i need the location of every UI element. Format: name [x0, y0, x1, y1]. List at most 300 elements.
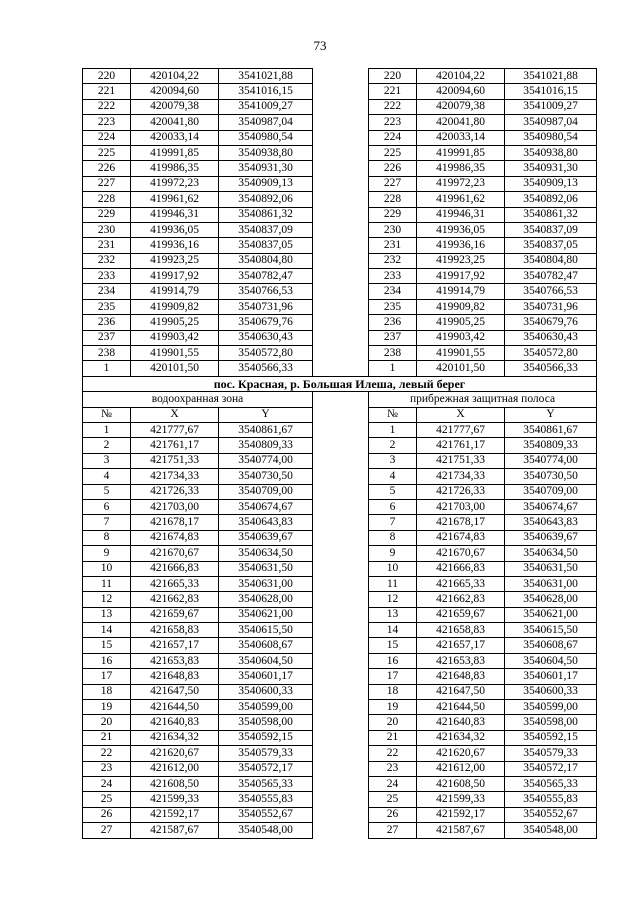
table-row [83, 69, 597, 84]
right-y-coordinate: 3540599,00 [505, 700, 597, 715]
left-x-coordinate: 419936,05 [131, 222, 219, 237]
left-x-coordinate: 421634,32 [131, 730, 219, 745]
left-y-coordinate: 3540599,00 [219, 700, 313, 715]
left-point-number: 237 [83, 330, 131, 345]
right-x-coordinate: 420104,22 [417, 69, 505, 84]
column-gap [313, 207, 369, 222]
left-point-number: 220 [83, 69, 131, 84]
right-point-number: 227 [369, 176, 417, 191]
right-point-number: 1 [369, 361, 417, 376]
right-point-number: 1 [369, 422, 417, 437]
left-y-coordinate: 3540601,17 [219, 669, 313, 684]
table-row [83, 453, 597, 468]
right-y-coordinate: 3540861,32 [505, 207, 597, 222]
table-row [83, 515, 597, 530]
left-y-coordinate: 3540572,80 [219, 346, 313, 361]
left-y-coordinate: 3540861,67 [219, 422, 313, 437]
left-point-number: 235 [83, 299, 131, 314]
left-point-number: 238 [83, 346, 131, 361]
right-point-number: 13 [369, 607, 417, 622]
left-x-coordinate: 419903,42 [131, 330, 219, 345]
column-gap [313, 222, 369, 237]
left-x-coordinate: 419986,35 [131, 161, 219, 176]
left-point-number: 11 [83, 576, 131, 591]
left-point-number: 224 [83, 130, 131, 145]
left-y-coordinate: 3540892,06 [219, 192, 313, 207]
right-x-coordinate: 421670,67 [417, 546, 505, 561]
left-point-number: 8 [83, 530, 131, 545]
right-x-coordinate: 421666,83 [417, 561, 505, 576]
column-gap [313, 823, 369, 838]
right-point-number: 16 [369, 653, 417, 668]
left-x-coordinate: 421592,17 [131, 807, 219, 822]
column-gap [313, 484, 369, 499]
left-x-coordinate: 421587,67 [131, 823, 219, 838]
left-x-coordinate: 421777,67 [131, 422, 219, 437]
right-x-coordinate: 421620,67 [417, 746, 505, 761]
left-x-coordinate: 421608,50 [131, 776, 219, 791]
left-point-number: 226 [83, 161, 131, 176]
column-gap [313, 546, 369, 561]
right-x-coordinate: 421587,67 [417, 823, 505, 838]
table-row [83, 653, 597, 668]
right-point-number: 236 [369, 315, 417, 330]
right-x-coordinate: 421659,67 [417, 607, 505, 622]
right-y-coordinate: 3540861,67 [505, 422, 597, 437]
right-y-coordinate: 3540631,50 [505, 561, 597, 576]
right-x-coordinate: 419946,31 [417, 207, 505, 222]
right-y-coordinate: 3540892,06 [505, 192, 597, 207]
right-y-coordinate: 3540572,80 [505, 346, 597, 361]
left-point-number: 6 [83, 499, 131, 514]
left-y-coordinate: 3540604,50 [219, 653, 313, 668]
right-x-coordinate: 421657,17 [417, 638, 505, 653]
left-y-coordinate: 3540598,00 [219, 715, 313, 730]
right-point-number: 15 [369, 638, 417, 653]
left-y-coordinate: 3540608,67 [219, 638, 313, 653]
left-y-coordinate: 3540592,15 [219, 730, 313, 745]
column-gap [313, 422, 369, 437]
right-x-coordinate: 419914,79 [417, 284, 505, 299]
left-x-coordinate: 421620,67 [131, 746, 219, 761]
left-point-number: 13 [83, 607, 131, 622]
column-gap [313, 653, 369, 668]
table-row [83, 715, 597, 730]
left-point-number: 25 [83, 792, 131, 807]
left-x-coordinate: 421751,33 [131, 453, 219, 468]
right-y-coordinate: 3540909,13 [505, 176, 597, 191]
right-column-header: № [369, 407, 417, 422]
table-row [83, 299, 597, 314]
column-gap [313, 776, 369, 791]
left-x-coordinate: 421658,83 [131, 623, 219, 638]
table-row [83, 269, 597, 284]
right-y-coordinate: 3540987,04 [505, 115, 597, 130]
table-row [83, 222, 597, 237]
column-gap [313, 84, 369, 99]
left-x-coordinate: 420079,38 [131, 99, 219, 114]
right-x-coordinate: 419923,25 [417, 253, 505, 268]
table-row [83, 776, 597, 791]
right-y-coordinate: 3540837,05 [505, 238, 597, 253]
left-x-coordinate: 421640,83 [131, 715, 219, 730]
table-row [83, 161, 597, 176]
table-row [83, 192, 597, 207]
right-x-coordinate: 421653,83 [417, 653, 505, 668]
right-y-coordinate: 3540601,17 [505, 669, 597, 684]
right-x-coordinate: 421640,83 [417, 715, 505, 730]
left-y-coordinate: 3540804,80 [219, 253, 313, 268]
section-title: пос. Красная, р. Большая Илеша, левый берег [83, 376, 597, 391]
left-x-coordinate: 421648,83 [131, 669, 219, 684]
right-point-number: 223 [369, 115, 417, 130]
table-row [83, 422, 597, 437]
right-x-coordinate: 421648,83 [417, 669, 505, 684]
right-x-coordinate: 420079,38 [417, 99, 505, 114]
table-row [83, 253, 597, 268]
column-gap [313, 392, 369, 407]
column-gap [313, 176, 369, 191]
right-x-coordinate: 420033,14 [417, 130, 505, 145]
right-point-number: 7 [369, 515, 417, 530]
left-y-coordinate: 3540555,83 [219, 792, 313, 807]
right-y-coordinate: 3540579,33 [505, 746, 597, 761]
column-gap [313, 638, 369, 653]
right-x-coordinate: 421592,17 [417, 807, 505, 822]
right-x-coordinate: 419972,23 [417, 176, 505, 191]
right-point-number: 8 [369, 530, 417, 545]
column-gap [313, 730, 369, 745]
column-gap [313, 715, 369, 730]
left-x-coordinate: 420104,22 [131, 69, 219, 84]
left-x-coordinate: 421665,33 [131, 576, 219, 591]
right-x-coordinate: 421662,83 [417, 592, 505, 607]
left-point-number: 1 [83, 361, 131, 376]
right-y-coordinate: 3540804,80 [505, 253, 597, 268]
left-point-number: 27 [83, 823, 131, 838]
left-x-coordinate: 421612,00 [131, 761, 219, 776]
right-y-coordinate: 3540809,33 [505, 438, 597, 453]
right-x-coordinate: 421647,50 [417, 684, 505, 699]
left-y-coordinate: 3540628,00 [219, 592, 313, 607]
right-point-number: 225 [369, 145, 417, 160]
left-x-coordinate: 421674,83 [131, 530, 219, 545]
left-point-number: 2 [83, 438, 131, 453]
column-gap [313, 361, 369, 376]
left-y-coordinate: 3540565,33 [219, 776, 313, 791]
right-column-header: Y [505, 407, 597, 422]
column-gap [313, 623, 369, 638]
column-gap [313, 145, 369, 160]
left-y-coordinate: 3541021,88 [219, 69, 313, 84]
right-x-coordinate: 419991,85 [417, 145, 505, 160]
right-point-number: 2 [369, 438, 417, 453]
section-title-row [83, 376, 597, 391]
left-y-coordinate: 3540552,67 [219, 807, 313, 822]
left-point-number: 232 [83, 253, 131, 268]
right-point-number: 220 [369, 69, 417, 84]
right-x-coordinate: 421734,33 [417, 469, 505, 484]
table-row [83, 99, 597, 114]
right-point-number: 20 [369, 715, 417, 730]
left-x-coordinate: 419961,62 [131, 192, 219, 207]
table-row [83, 638, 597, 653]
table-row [83, 807, 597, 822]
right-point-number: 233 [369, 269, 417, 284]
left-point-number: 234 [83, 284, 131, 299]
right-x-coordinate: 419961,62 [417, 192, 505, 207]
column-gap [313, 499, 369, 514]
right-y-coordinate: 3540552,67 [505, 807, 597, 822]
left-y-coordinate: 3540674,67 [219, 499, 313, 514]
column-gap [313, 315, 369, 330]
left-x-coordinate: 420094,60 [131, 84, 219, 99]
right-point-number: 18 [369, 684, 417, 699]
right-point-number: 17 [369, 669, 417, 684]
column-gap [313, 746, 369, 761]
left-column-header: Y [219, 407, 313, 422]
left-point-number: 22 [83, 746, 131, 761]
column-header-row [83, 407, 597, 422]
right-point-number: 231 [369, 238, 417, 253]
column-gap [313, 561, 369, 576]
table-row [83, 469, 597, 484]
right-y-coordinate: 3540548,00 [505, 823, 597, 838]
right-point-number: 238 [369, 346, 417, 361]
right-y-coordinate: 3540628,00 [505, 592, 597, 607]
table-row [83, 576, 597, 591]
left-x-coordinate: 419917,92 [131, 269, 219, 284]
left-point-number: 7 [83, 515, 131, 530]
column-gap [313, 453, 369, 468]
left-y-coordinate: 3540643,83 [219, 515, 313, 530]
left-y-coordinate: 3540634,50 [219, 546, 313, 561]
table-row [83, 623, 597, 638]
right-y-coordinate: 3540565,33 [505, 776, 597, 791]
right-y-coordinate: 3540598,00 [505, 715, 597, 730]
right-x-coordinate: 419903,42 [417, 330, 505, 345]
left-y-coordinate: 3540782,47 [219, 269, 313, 284]
left-x-coordinate: 419905,25 [131, 315, 219, 330]
column-gap [313, 515, 369, 530]
right-point-number: 221 [369, 84, 417, 99]
right-point-number: 3 [369, 453, 417, 468]
column-gap [313, 684, 369, 699]
right-point-number: 237 [369, 330, 417, 345]
table-row [83, 530, 597, 545]
left-x-coordinate: 421703,00 [131, 499, 219, 514]
right-y-coordinate: 3540600,33 [505, 684, 597, 699]
table-row [83, 361, 597, 376]
right-x-coordinate: 419936,16 [417, 238, 505, 253]
right-x-coordinate: 419905,25 [417, 315, 505, 330]
left-y-coordinate: 3540615,50 [219, 623, 313, 638]
table-row [83, 592, 597, 607]
left-y-coordinate: 3540709,00 [219, 484, 313, 499]
table-row [83, 546, 597, 561]
left-y-coordinate: 3540639,67 [219, 530, 313, 545]
left-y-coordinate: 3540730,50 [219, 469, 313, 484]
column-gap [313, 253, 369, 268]
right-point-number: 222 [369, 99, 417, 114]
right-x-coordinate: 420041,80 [417, 115, 505, 130]
left-x-coordinate: 421644,50 [131, 700, 219, 715]
left-x-coordinate: 419909,82 [131, 299, 219, 314]
table-row [83, 684, 597, 699]
column-gap [313, 299, 369, 314]
column-gap [313, 269, 369, 284]
coordinates-table [82, 68, 597, 839]
column-gap [313, 807, 369, 822]
table-row [83, 607, 597, 622]
left-point-number: 9 [83, 546, 131, 561]
right-point-number: 9 [369, 546, 417, 561]
right-y-coordinate: 3540631,00 [505, 576, 597, 591]
right-x-coordinate: 419909,82 [417, 299, 505, 314]
left-point-number: 19 [83, 700, 131, 715]
right-point-number: 234 [369, 284, 417, 299]
right-x-coordinate: 421599,33 [417, 792, 505, 807]
right-point-number: 232 [369, 253, 417, 268]
column-gap [313, 407, 369, 422]
left-y-coordinate: 3540621,00 [219, 607, 313, 622]
right-point-number: 11 [369, 576, 417, 591]
table-row [83, 499, 597, 514]
left-point-number: 5 [83, 484, 131, 499]
right-y-coordinate: 3540630,43 [505, 330, 597, 345]
table-row [83, 700, 597, 715]
column-gap [313, 161, 369, 176]
right-x-coordinate: 420094,60 [417, 84, 505, 99]
right-y-coordinate: 3541021,88 [505, 69, 597, 84]
column-gap [313, 761, 369, 776]
table-row [83, 484, 597, 499]
right-y-coordinate: 3540639,67 [505, 530, 597, 545]
left-y-coordinate: 3540631,50 [219, 561, 313, 576]
left-y-coordinate: 3540630,43 [219, 330, 313, 345]
right-point-number: 21 [369, 730, 417, 745]
right-y-coordinate: 3540604,50 [505, 653, 597, 668]
table-row [83, 207, 597, 222]
left-x-coordinate: 421599,33 [131, 792, 219, 807]
left-point-number: 1 [83, 422, 131, 437]
table-row [83, 130, 597, 145]
table-row [83, 438, 597, 453]
left-x-coordinate: 420033,14 [131, 130, 219, 145]
right-point-number: 25 [369, 792, 417, 807]
left-point-number: 23 [83, 761, 131, 776]
right-point-number: 10 [369, 561, 417, 576]
left-point-number: 229 [83, 207, 131, 222]
right-y-coordinate: 3541016,15 [505, 84, 597, 99]
table-row [83, 669, 597, 684]
left-x-coordinate: 421726,33 [131, 484, 219, 499]
right-y-coordinate: 3540643,83 [505, 515, 597, 530]
right-point-number: 24 [369, 776, 417, 791]
right-point-number: 12 [369, 592, 417, 607]
right-x-coordinate: 419901,55 [417, 346, 505, 361]
table-row [83, 84, 597, 99]
left-y-coordinate: 3540938,80 [219, 145, 313, 160]
column-gap [313, 284, 369, 299]
right-y-coordinate: 3540980,54 [505, 130, 597, 145]
right-point-number: 224 [369, 130, 417, 145]
left-x-coordinate: 421734,33 [131, 469, 219, 484]
column-gap [313, 99, 369, 114]
table-row [83, 823, 597, 838]
left-y-coordinate: 3540774,00 [219, 453, 313, 468]
right-y-coordinate: 3540674,67 [505, 499, 597, 514]
left-point-number: 221 [83, 84, 131, 99]
column-gap [313, 592, 369, 607]
right-y-coordinate: 3540566,33 [505, 361, 597, 376]
left-x-coordinate: 421670,67 [131, 546, 219, 561]
left-point-number: 228 [83, 192, 131, 207]
left-x-coordinate: 421666,83 [131, 561, 219, 576]
left-y-coordinate: 3540731,96 [219, 299, 313, 314]
left-point-number: 222 [83, 99, 131, 114]
left-x-coordinate: 421678,17 [131, 515, 219, 530]
right-y-coordinate: 3540782,47 [505, 269, 597, 284]
left-x-coordinate: 419936,16 [131, 238, 219, 253]
column-gap [313, 238, 369, 253]
right-x-coordinate: 421678,17 [417, 515, 505, 530]
right-y-coordinate: 3540938,80 [505, 145, 597, 160]
left-point-number: 14 [83, 623, 131, 638]
table-row [83, 730, 597, 745]
column-gap [313, 607, 369, 622]
table-row [83, 761, 597, 776]
left-x-coordinate: 419923,25 [131, 253, 219, 268]
table-row [83, 115, 597, 130]
left-x-coordinate: 421659,67 [131, 607, 219, 622]
table-row [83, 792, 597, 807]
right-y-coordinate: 3540766,53 [505, 284, 597, 299]
column-gap [313, 576, 369, 591]
right-point-number: 230 [369, 222, 417, 237]
column-gap [313, 192, 369, 207]
left-x-coordinate: 421653,83 [131, 653, 219, 668]
left-point-number: 12 [83, 592, 131, 607]
right-x-coordinate: 421703,00 [417, 499, 505, 514]
left-point-number: 16 [83, 653, 131, 668]
right-x-coordinate: 421634,32 [417, 730, 505, 745]
right-y-coordinate: 3540837,09 [505, 222, 597, 237]
right-point-number: 23 [369, 761, 417, 776]
left-x-coordinate: 421647,50 [131, 684, 219, 699]
right-point-number: 228 [369, 192, 417, 207]
left-y-coordinate: 3540600,33 [219, 684, 313, 699]
left-y-coordinate: 3540980,54 [219, 130, 313, 145]
right-y-coordinate: 3541009,27 [505, 99, 597, 114]
table-row [83, 238, 597, 253]
right-point-number: 235 [369, 299, 417, 314]
right-point-number: 6 [369, 499, 417, 514]
right-y-coordinate: 3540615,50 [505, 623, 597, 638]
left-y-coordinate: 3540837,05 [219, 238, 313, 253]
right-y-coordinate: 3540592,15 [505, 730, 597, 745]
left-column-header: X [131, 407, 219, 422]
right-point-number: 22 [369, 746, 417, 761]
right-x-coordinate: 419986,35 [417, 161, 505, 176]
left-point-number: 3 [83, 453, 131, 468]
left-y-coordinate: 3540579,33 [219, 746, 313, 761]
left-point-number: 21 [83, 730, 131, 745]
left-x-coordinate: 420041,80 [131, 115, 219, 130]
right-y-coordinate: 3540774,00 [505, 453, 597, 468]
column-gap [313, 700, 369, 715]
column-gap [313, 115, 369, 130]
